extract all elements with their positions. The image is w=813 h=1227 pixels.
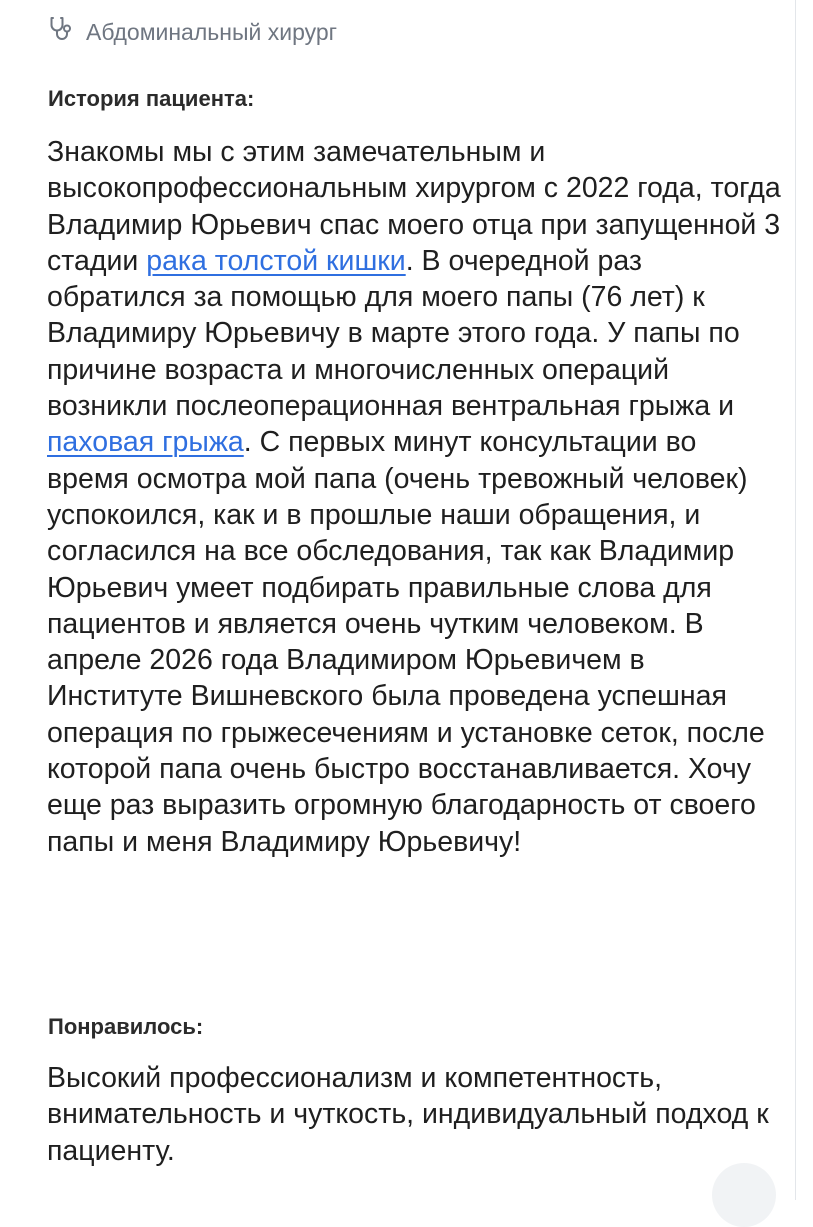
corner-avatar-placeholder xyxy=(712,1163,776,1227)
liked-text: Высокий профессионализм и компетентность, внимательность и чуткость, индивидуальный подход к пациенту. xyxy=(47,1062,769,1167)
history-text-part-3: . С первых минут консультации во время осмотра мой папа (очень тревожный человек) успокоился, как и в прошлые наши обращения, и согласился на все обследования, так как Владимир Юрьевич умеет подбирать правильные слова для пациентов и является очень чутким человеком. В апреле 2026 года Владимиром Юрьевичем в Институте Вишневского была проведена успешная операция по грыжесечениям и установке сеток, после которой папа очень быстро восстанавливается. Хочу еще раз выразить огромную благодарность от своего папы и меня Владимиру Юрьевичу! xyxy=(47,426,765,858)
doctor-specialty xyxy=(48,16,337,48)
colon-cancer-link[interactable]: рака толстой кишки xyxy=(146,244,406,277)
history-text xyxy=(47,134,782,860)
inguinal-hernia-link[interactable]: паховая грыжа xyxy=(47,426,244,459)
history-text-part-1: Знакомы мы с этим замечательным и высокопрофессиональным хирургом с 2022 года, тогда Владимир Юрьевич спас моего отца при запущенной 3 стадии xyxy=(47,136,781,277)
history-text-part-2: . В очередной раз обратился за помощью для моего папы (76 лет) к Владимиру Юрьевичу в марте этого года. У папы по причине возраста и многочисленных операций возникли послеоперационная вентральная грыжа и xyxy=(47,244,740,423)
specialty-label: Абдоминальный хирург xyxy=(86,18,338,45)
history-heading: История пациента: xyxy=(48,86,255,111)
liked-heading: Понравилось: xyxy=(48,1014,204,1039)
stethoscope-icon xyxy=(48,15,86,49)
